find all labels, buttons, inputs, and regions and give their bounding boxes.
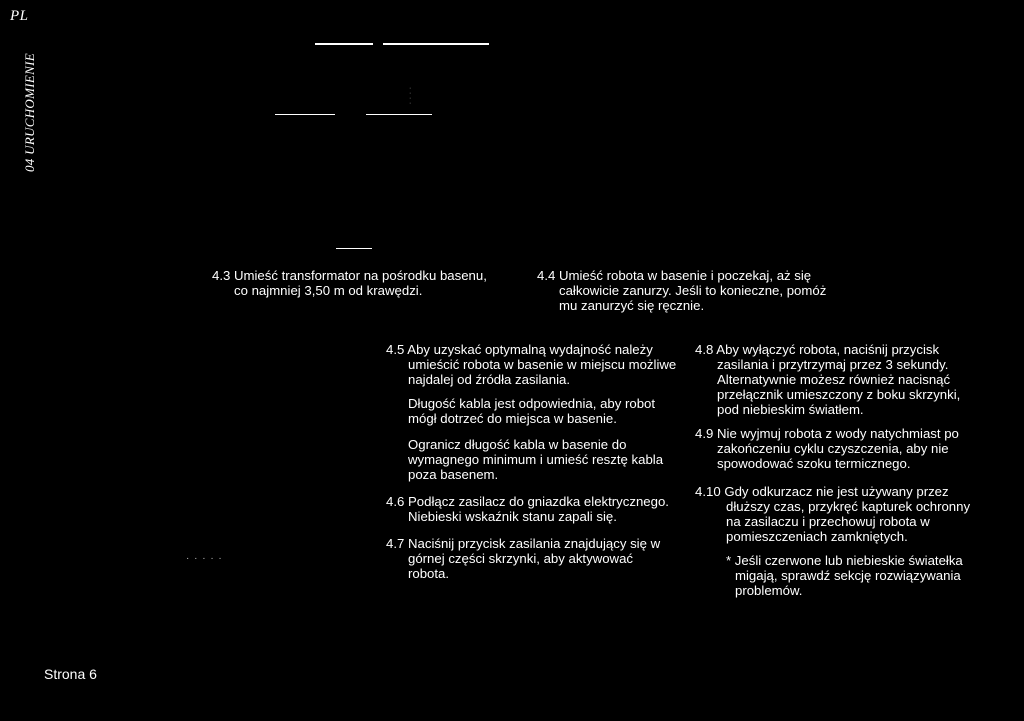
step-4-10-line: 4.10 Gdy odkurzacz nie jest używany przez: [695, 484, 949, 499]
step-4-9: [695, 426, 959, 471]
note-line: migają, sprawdź sekcję rozwiązywania: [735, 568, 961, 583]
step-4-10-line: pomieszczeniach zamkniętych.: [726, 529, 908, 544]
cable-limit-line: poza basenem.: [408, 467, 499, 482]
section-label: 04 URUCHOMIENIE: [22, 53, 37, 172]
step-4-6: [386, 494, 669, 524]
step-4-4: [537, 268, 826, 313]
step-4-3-line: 4.3 Umieść transformator na pośrodku basenu,: [212, 268, 487, 283]
step-4-9-line: spowodować szoku termicznego.: [717, 456, 911, 471]
step-4-10: [695, 484, 970, 544]
cable-limit-line: wymagnego minimum i umieść resztę kabla: [408, 452, 664, 467]
step-4-10-line: dłuższy czas, przykręć kapturek ochronny: [726, 499, 971, 514]
illustration-line: [315, 43, 373, 45]
cable-limit-line: Ogranicz długość kabla w basenie do: [408, 437, 627, 452]
step-4-6-line: 4.6 Podłącz zasilacz do gniazdka elektrycznego.: [386, 494, 669, 509]
note-line: problemów.: [735, 583, 803, 598]
step-4-8-line: 4.8 Aby wyłączyć robota, naciśnij przycisk: [695, 342, 940, 357]
page-number: Strona 6: [44, 666, 97, 682]
step-4-5: [386, 342, 676, 387]
step-4-4-line: mu zanurzyć się ręcznie.: [559, 298, 705, 313]
illustration-mark: · · · ·: [409, 85, 412, 107]
step-4-9-line: zakończeniu cyklu czyszczenia, aby nie: [717, 441, 949, 456]
illustration-line: [383, 43, 489, 45]
language-code: PL: [10, 8, 29, 24]
status-light-note: [726, 553, 963, 598]
illustration-line: [366, 114, 432, 115]
step-4-9-line: 4.9 Nie wyjmuj robota z wody natychmiast po: [695, 426, 959, 441]
step-4-4-line: 4.4 Umieść robota w basenie i poczekaj, aż się: [537, 268, 812, 283]
step-4-8-line: Alternatywnie możesz również nacisnąć: [717, 372, 951, 387]
step-4-10-line: na zasilaczu i przechowuj robota w: [726, 514, 930, 529]
step-4-3: [212, 268, 487, 298]
step-4-5-line: najdalej od źródła zasilania.: [408, 372, 571, 387]
step-4-7: [386, 536, 660, 581]
step-4-3-line: co najmniej 3,50 m od krawędzi.: [234, 283, 423, 298]
step-4-4-line: całkowicie zanurzy. Jeśli to konieczne, pomóż: [559, 283, 827, 298]
step-4-7-line: 4.7 Naciśnij przycisk zasilania znajdujący się w: [386, 536, 661, 551]
step-4-8-line: pod niebieskim światłem.: [717, 402, 864, 417]
cable-note-line: mógł dotrzeć do miejsca w basenie.: [408, 411, 617, 426]
step-4-8: [695, 342, 960, 417]
step-4-5-cable-limit: [408, 437, 663, 482]
step-4-6-line: Niebieski wskaźnik stanu zapali się.: [408, 509, 617, 524]
illustration-line: [336, 248, 372, 249]
step-4-7-line: górnej części skrzynki, aby aktywować: [408, 551, 633, 566]
note-line: * Jeśli czerwone lub niebieskie światełka: [726, 553, 963, 568]
cable-note-line: Długość kabla jest odpowiednia, aby robot: [408, 396, 656, 411]
step-4-5-line: 4.5 Aby uzyskać optymalną wydajność należy: [386, 342, 653, 357]
illustration-line: [275, 114, 335, 115]
step-4-7-line: robota.: [408, 566, 450, 581]
step-4-8-line: przełącznik umieszczony z boku skrzynki,: [717, 387, 961, 402]
step-4-8-line: zasilania i przytrzymaj przez 3 sekundy.: [717, 357, 949, 372]
step-4-5-cable-note: [408, 396, 655, 426]
step-4-5-line: umieścić robota w basenie w miejscu możliwe: [408, 357, 677, 372]
illustration-mark: · · · · ·: [186, 553, 223, 564]
